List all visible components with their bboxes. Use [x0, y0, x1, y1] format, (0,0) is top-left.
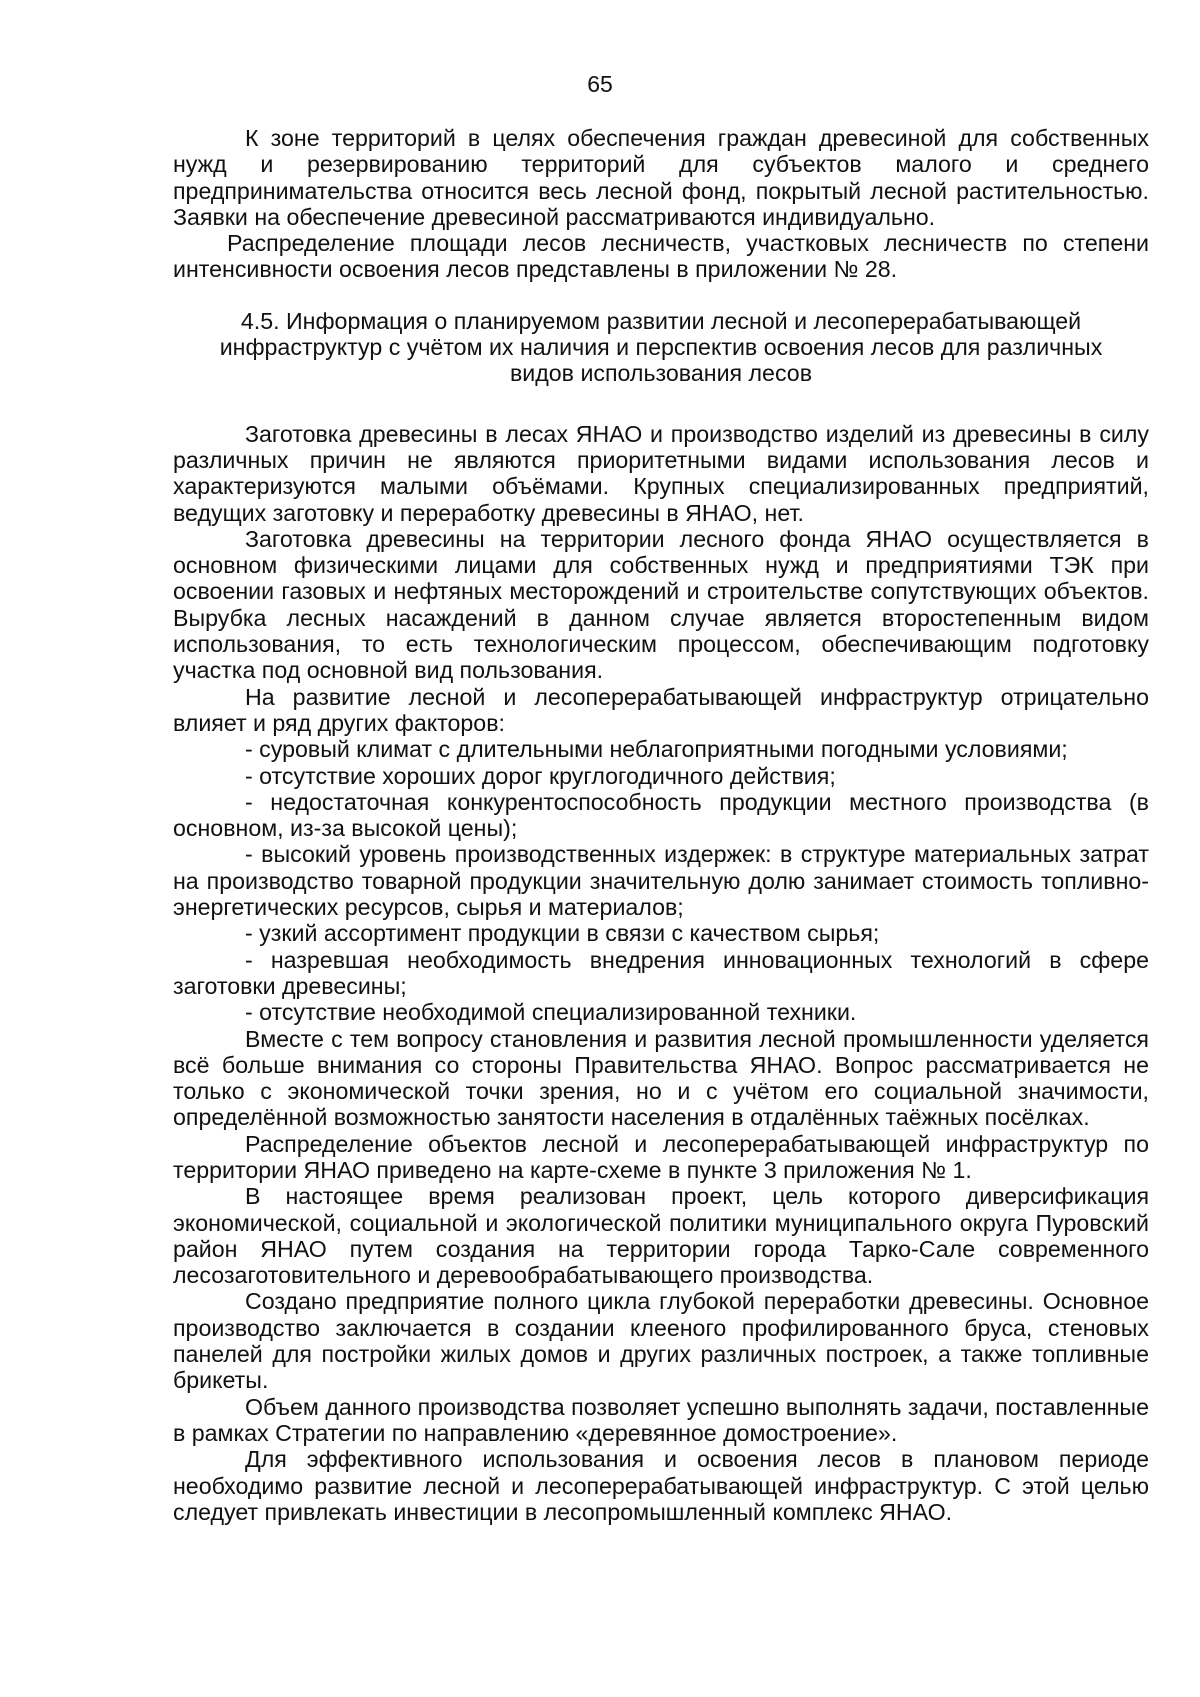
- page-number: 65: [587, 71, 613, 97]
- list-item: - отсутствие необходимой специализированной техники.: [245, 999, 857, 1026]
- paragraph-forest-distribution: Распределение площади лесов лесничеств, участковых лесничеств по степени интенсивности освоения лесов представлены в приложении № 28.: [173, 230, 1149, 283]
- section-heading: 4.5. Информация о планируемом развитии лесной и лесоперерабатывающей инфраструктур с учётом их наличия и перспектив освоения лесов для различных видов использования лесов: [219, 307, 1103, 387]
- paragraph: Распределение объектов лесной и лесоперерабатывающей инфраструктур по территории ЯНАО приведено на карте-схеме в пункте 3 приложения № 1.: [173, 1130, 1149, 1183]
- paragraph: Заготовка древесины на территории лесного фонда ЯНАО осуществляется в основном физическими лицами для собственных нужд и предприятиями ТЭК при освоении газовых и нефтяных месторождений и строительстве сопутствующих объектов. Вырубка лесных насаждений в данном случае является второстепенным видом использования, то есть технологическим процессом, обеспечивающим подготовку участка под основной вид пользования.: [173, 525, 1149, 684]
- paragraph: На развитие лесной и лесоперерабатывающей инфраструктур отрицательно влияет и ряд других факторов:: [173, 683, 1149, 736]
- paragraph: Объем данного производства позволяет успешно выполнять задачи, поставленные в рамках Стратегии по направлению «деревянное домостроение».: [173, 1393, 1149, 1446]
- paragraph: В настоящее время реализован проект, цель которого диверсификация экономической, социальной и экологической политики муниципального округа Пуровский район ЯНАО путем создания на территории города Тарко-Сале современного лесозаготовительного и деревообрабатывающего производства.: [173, 1183, 1149, 1289]
- page-content: [173, 125, 1149, 1525]
- paragraph: Вместе с тем вопросу становления и развития лесной промышленности уделяется всё больше внимания со стороны Правительства ЯНАО. Вопрос рассматривается не только с экономической точки зрения, но и с учётом его социальной значимости, определённой возможностью занятости населения в отдалённых таёжных посёлках.: [173, 1025, 1149, 1131]
- list-item: - недостаточная конкурентоспособность продукции местного производства (в основном, из-за высокой цены);: [173, 788, 1149, 842]
- paragraph: Заготовка древесины в лесах ЯНАО и производство изделий из древесины в силу различных причин не являются приоритетными видами использования лесов и характеризуются малыми объёмами. Крупных специализированных предприятий, ведущих заготовку и переработку древесины в ЯНАО, нет.: [173, 420, 1149, 526]
- paragraph: Создано предприятие полного цикла глубокой переработки древесины. Основное производство заключается в создании клееного профилированного бруса, стеновых панелей для постройки жилых домов и других различных построек, а также топливные брикеты.: [173, 1288, 1149, 1394]
- list-item: - высокий уровень производственных издержек: в структуре материальных затрат на производство товарной продукции значительную долю занимает стоимость топливно-энергетических ресурсов, сырья и материалов;: [173, 841, 1149, 921]
- paragraph-forest-zone: К зоне территорий в целях обеспечения граждан древесиной для собственных нужд и резервированию территорий для субъектов малого и среднего предпринимательства относится весь лесной фонд, покрытый лесной растительностью. Заявки на обеспечение древесиной рассматриваются индивидуально.: [173, 125, 1149, 230]
- list-item: - отсутствие хороших дорог круглогодичного действия;: [245, 762, 836, 789]
- paragraph: Для эффективного использования и освоения лесов в плановом периоде необходимо развитие лесной и лесоперерабатывающей инфраструктур. С этой целью следует привлекать инвестиции в лесопромышленный комплекс ЯНАО.: [173, 1446, 1149, 1525]
- list-item: - узкий ассортимент продукции в связи с качеством сырья;: [245, 920, 880, 947]
- list-item: - суровый климат с длительными неблагоприятными погодными условиями;: [245, 736, 1068, 763]
- list-item: - назревшая необходимость внедрения инновационных технологий в сфере заготовки древесины;: [173, 946, 1149, 999]
